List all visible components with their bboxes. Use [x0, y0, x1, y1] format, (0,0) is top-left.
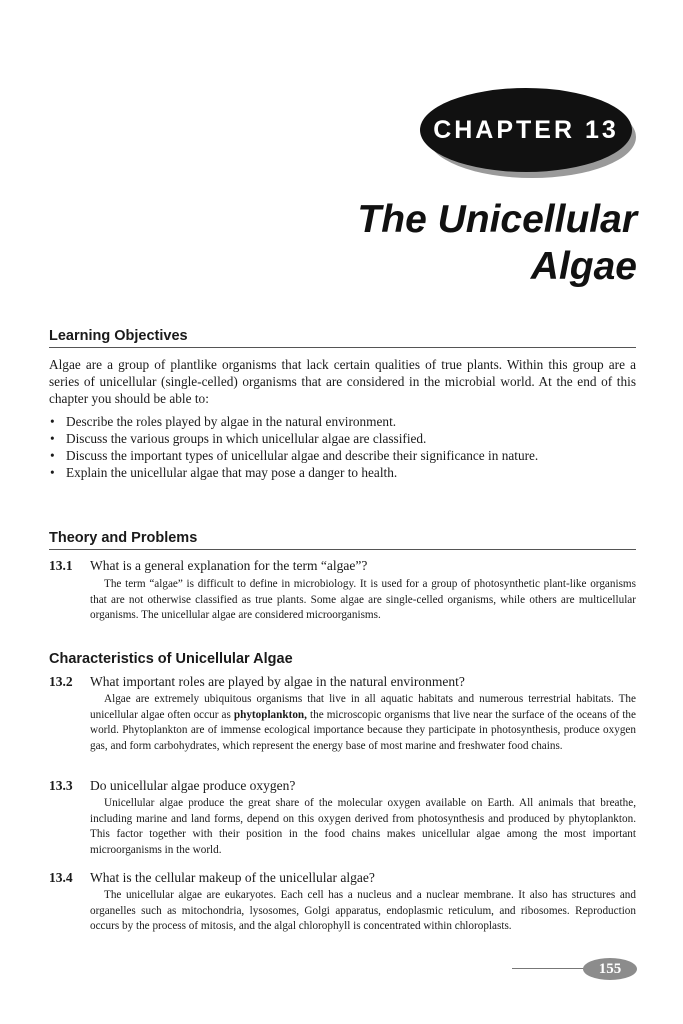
answer-13-1: The term “algae” is difficult to define in microbiology. It is used for a group of photosynthetic plant-like organisms that are not otherwise classified as true plants. Some algae are single-celled organisms, while others are multicellular organisms. The unicellular algae are considered microorganisms.	[90, 578, 636, 621]
question-number: 13.1	[49, 558, 73, 573]
chapter-title	[237, 196, 637, 290]
question-text: Do unicellular algae produce oxygen?	[90, 778, 296, 793]
page-number-badge	[583, 958, 637, 980]
question-number: 13.3	[49, 778, 73, 793]
chapter-badge	[420, 88, 642, 176]
question-text: What is a general explanation for the term “algae”?	[90, 558, 368, 573]
question-number: 13.2	[49, 674, 73, 689]
learning-objectives-heading: Learning Objectives	[49, 328, 636, 348]
answer-text: Algae are extremely ubiquitous organisms that live in all aquatic habitats and numerous terrestrial habitats. The unicellular algae often occur as	[90, 693, 636, 721]
learning-objectives-intro: Algae are a group of plantlike organisms that lack certain qualities of true plants. Within this group are a series of unicellular (single-celled) organisms that are considered in the microbial world. At the end of this chapter you should be able to:	[49, 357, 636, 406]
question-number: 13.4	[49, 870, 73, 885]
list-item: • Explain the unicellular algae that may pose a danger to health.	[49, 464, 636, 481]
chapter-label: CHAPTER 13	[433, 115, 619, 144]
question-text: What is the cellular makeup of the unicellular algae?	[90, 870, 375, 885]
characteristics-heading: Characteristics of Unicellular Algae	[49, 651, 293, 667]
theory-heading: Theory and Problems	[49, 530, 636, 550]
question-text: What important roles are played by algae in the natural environment?	[90, 674, 465, 689]
list-item: • Discuss the various groups in which unicellular algae are classified.	[49, 430, 636, 447]
page-number-rule	[512, 968, 592, 969]
chapter-title-line1: The Unicellular	[357, 198, 637, 241]
chapter-badge-oval	[420, 88, 632, 172]
list-item: • Discuss the important types of unicellular algae and describe their significance in nature.	[49, 447, 636, 464]
objectives-list	[49, 413, 636, 481]
page-number: 155	[598, 960, 622, 977]
answer-13-3: Unicellular algae produce the great share of the molecular oxygen available on Earth. All animals that breathe, including marine and land forms, depend on this oxygen derived from photosynthesis and produced by phytoplankton. This factor together with their position in the food chains makes unicellular algae among the most important microorganisms in the world.	[90, 797, 636, 856]
answer-text: the microscopic organisms that live near the surface of the oceans of the world. Phytoplankton are of immense ecological importance because they participate in photosynthesis, produce oxygen gas, and form carbohydrates, which represent the energy base of most marine and freshwater food chains.	[90, 708, 636, 752]
phytoplankton-term: phytoplankton,	[233, 708, 307, 721]
list-item: • Describe the roles played by algae in the natural environment.	[49, 413, 636, 430]
answer-13-2	[90, 692, 636, 754]
answer-13-4: The unicellular algae are eukaryotes. Each cell has a nucleus and a nuclear membrane. It also has structures and organelles such as mitochondria, lysosomes, Golgi apparatus, endoplasmic reticulum, and ribosomes. Reproduction occurs by the process of mitosis, and the algal chlorophyll is concentrated within chloroplasts.	[90, 889, 636, 932]
chapter-title-line2: Algae	[530, 245, 637, 288]
